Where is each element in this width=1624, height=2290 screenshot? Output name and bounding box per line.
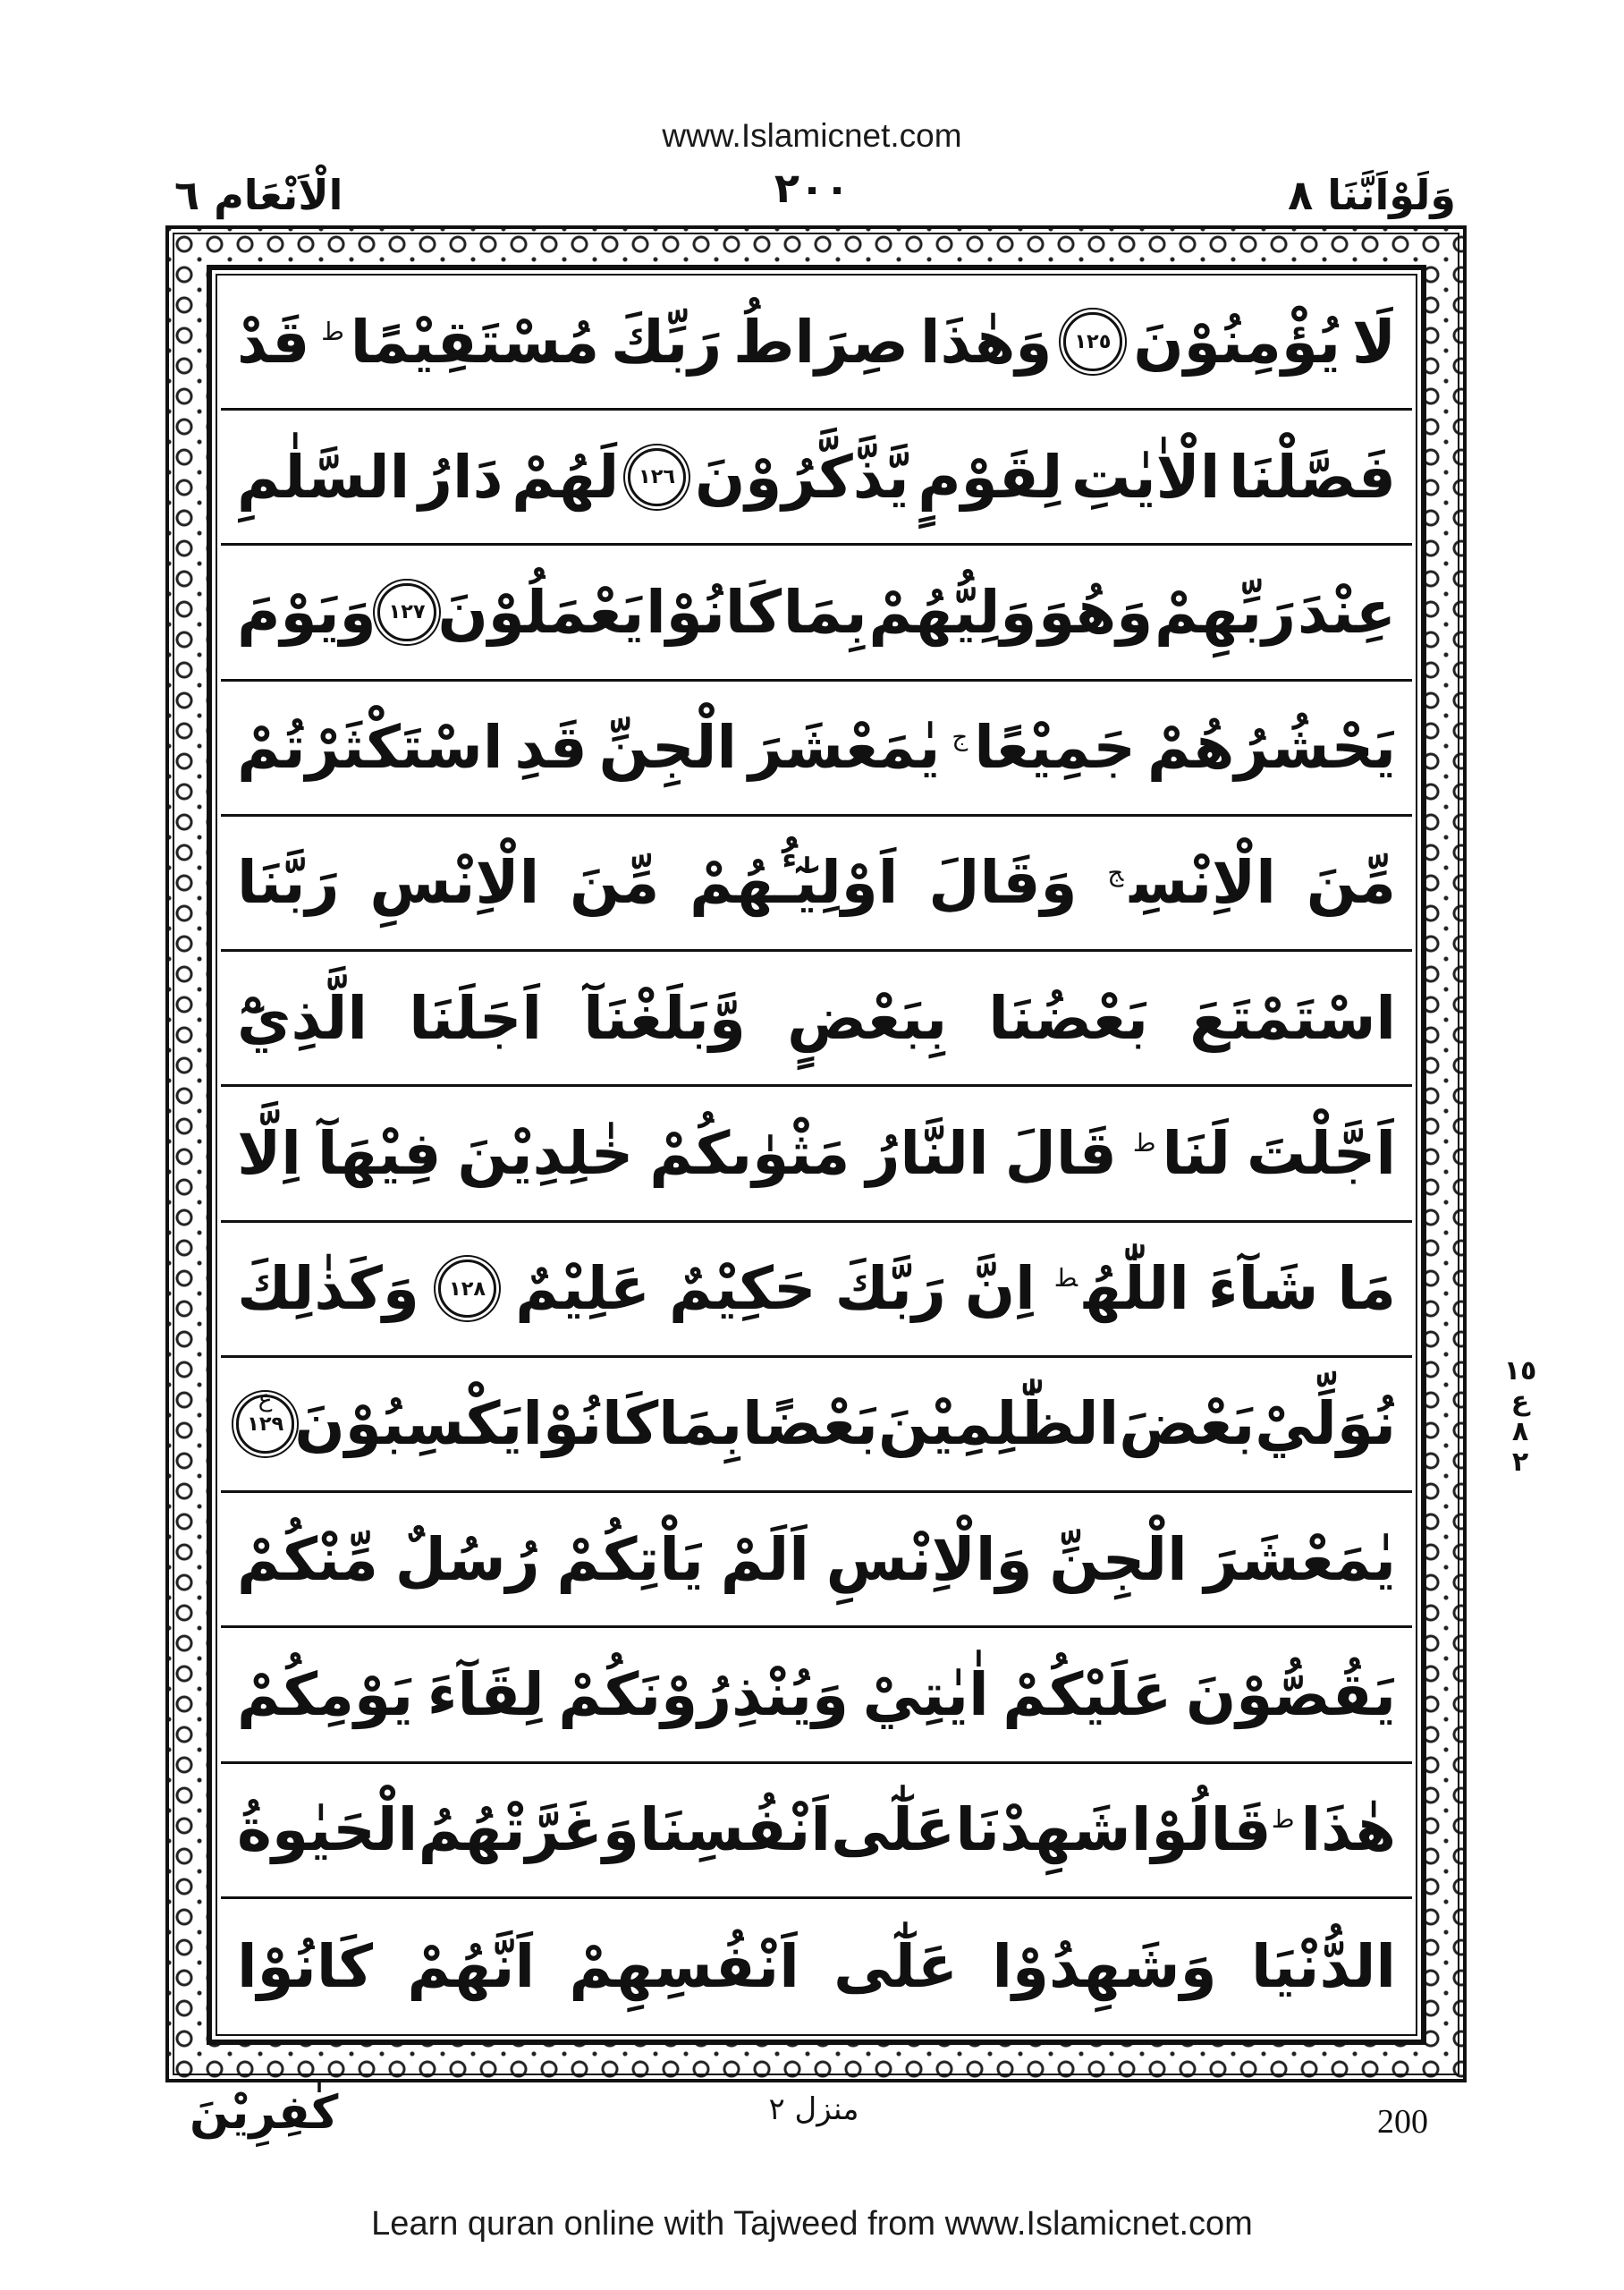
- pause-mark: ج: [952, 722, 968, 752]
- word: عَلِيْمٌ: [515, 1254, 650, 1324]
- word: مِّنْكُمْ: [237, 1524, 378, 1594]
- word: وَيُنْذِرُوْنَكُمْ: [558, 1659, 849, 1729]
- word: كَانُوْا: [237, 1931, 373, 2001]
- word: اَنَّهُمْ: [407, 1931, 536, 2001]
- word: اللّٰهُ$^ط$: [1053, 1254, 1189, 1324]
- word: بَعْضُنَا: [988, 983, 1149, 1053]
- word: وَلِيُّهُمْ: [868, 577, 1037, 647]
- ayah-number: ١٢٩: [247, 1412, 284, 1436]
- pause-mark: ج: [1107, 857, 1124, 887]
- word: لَهُمْ: [512, 442, 620, 512]
- page-number: 200: [1377, 2103, 1428, 2141]
- word: مِّنَ: [570, 848, 660, 918]
- pause-mark: ط: [1271, 1804, 1295, 1835]
- word: اِلَّا: [237, 1118, 301, 1188]
- word: عَلٰٓى: [831, 1795, 956, 1865]
- ruku-juz-count: ٢: [1511, 1446, 1529, 1478]
- text-line: [221, 546, 1412, 681]
- word: جَمِيْعًا$^ج$: [952, 713, 1136, 783]
- pause-mark: ط: [1132, 1127, 1156, 1158]
- text-line: [221, 1087, 1412, 1222]
- word: صِرَاطُ: [733, 307, 909, 377]
- word: بَعْضًا: [742, 1389, 878, 1459]
- word: مَثْوٰىكُمْ: [649, 1118, 850, 1188]
- text-line: [221, 817, 1412, 952]
- word: فِيْهَآ: [317, 1118, 442, 1188]
- word: شَآءَ: [1207, 1254, 1319, 1324]
- word: السَّلٰمِ: [237, 442, 410, 512]
- word: وَيَوْمَ: [237, 577, 376, 647]
- word: رَبَّكَ: [834, 1254, 946, 1324]
- juz-name: وَلَوْاَنَّنَا ٨: [1288, 171, 1456, 219]
- ayah-number-marker: [438, 1260, 496, 1318]
- word: الْاِنْسِ$^ج$: [1107, 848, 1276, 918]
- word: رَبِّهِمْ: [1155, 577, 1297, 647]
- word: لِقَوْمٍ: [918, 442, 1063, 512]
- ruku-margin-marker: [1495, 1356, 1545, 1478]
- word: قَدِ: [514, 713, 588, 783]
- word: مَا: [1337, 1254, 1396, 1324]
- word: يَحْشُرُهُمْ: [1146, 713, 1396, 783]
- text-line: [221, 1358, 1412, 1493]
- word: دَارُ: [418, 442, 503, 512]
- word: يَّذَّكَّرُوْنَ: [694, 442, 909, 512]
- word: بِمَا: [782, 577, 867, 647]
- word: لَا: [1351, 307, 1396, 377]
- word: يَعْمَلُوْنَ: [437, 577, 645, 647]
- word: رَبَّنَا: [237, 848, 340, 918]
- word: نُوَلِّيْ: [1255, 1389, 1396, 1459]
- text-line: [221, 1764, 1412, 1899]
- word: وَغَرَّتْهُمُ: [418, 1795, 639, 1865]
- word: اسْتَمْتَعَ: [1189, 983, 1396, 1053]
- word: رُسُلٌ: [394, 1524, 540, 1594]
- ayah-number-marker: [628, 448, 686, 506]
- word: هٰذَا$^ط$: [1271, 1795, 1396, 1865]
- word: فَصَّلْنَا: [1229, 442, 1396, 512]
- word: عِنْدَ: [1297, 577, 1396, 647]
- word: مِّنَ: [1306, 848, 1396, 918]
- text-line: [221, 276, 1412, 411]
- word: الظّٰلِمِيْنَ: [877, 1389, 1120, 1459]
- word: اَنْفُسِنَا: [639, 1795, 831, 1865]
- promo-footer: Learn quran online with Tajweed from www.Islamicnet.com: [371, 2205, 1253, 2243]
- word: الْحَيٰوةُ: [237, 1795, 419, 1865]
- ruku-verse-count: ٨: [1511, 1416, 1529, 1447]
- word: وَّبَلَغْنَآ: [583, 983, 746, 1053]
- word: اِنَّ: [964, 1254, 1036, 1324]
- word: الدُّنْيَا: [1250, 1931, 1396, 2001]
- word: يٰمَعْشَرَ: [1204, 1524, 1396, 1594]
- word: بَعْضَ: [1119, 1389, 1256, 1459]
- ayah-number: ١٢٨: [449, 1276, 486, 1301]
- word: كَانُوْا: [646, 577, 782, 647]
- site-url: www.Islamicnet.com: [662, 117, 962, 154]
- word: وَهٰذَا: [919, 307, 1053, 377]
- word: الْاِنْسِ: [369, 848, 540, 918]
- word: وَالْاِنْسِ: [825, 1524, 1033, 1594]
- word: اٰيٰتِيْ: [862, 1659, 989, 1729]
- surah-name: الْاَنْعَام ٦: [174, 171, 343, 219]
- ayah-number-marker: [377, 583, 436, 641]
- text-line: [221, 411, 1412, 546]
- pause-mark: ط: [321, 316, 344, 346]
- word: اَوْلِيٰٓـُٔهُمْ: [689, 848, 899, 918]
- ayah-number: ١٢٧: [388, 600, 426, 624]
- manzil-label: منزل ٢: [768, 2091, 859, 2127]
- text-line: [221, 682, 1412, 817]
- word: يَكْسِبُوْنَ: [294, 1389, 523, 1459]
- quran-text-body: [207, 265, 1426, 2045]
- word: يَوْمِكُمْ: [237, 1659, 414, 1729]
- word: يُؤْمِنُوْنَ: [1133, 307, 1341, 377]
- word: بِبَعْضٍ: [787, 983, 948, 1053]
- ayah-number-marker: [236, 1384, 294, 1453]
- word: عَلَيْكُمْ: [1002, 1659, 1172, 1729]
- word: اَجَلَنَا: [409, 983, 543, 1053]
- word: شَهِدْنَا: [955, 1795, 1131, 1865]
- ayah-number: ١٢٦: [639, 465, 676, 489]
- word: كَانُوْا: [522, 1389, 659, 1459]
- ayah-number-marker: [1063, 312, 1121, 370]
- word: قَدْ: [237, 307, 310, 377]
- pause-mark: ط: [1053, 1263, 1078, 1293]
- word: يٰمَعْشَرَ: [748, 713, 941, 783]
- word: يَقُصُّوْنَ: [1185, 1659, 1396, 1729]
- word: رَبِّكَ: [610, 307, 723, 377]
- text-line: [221, 952, 1412, 1087]
- word: لَنَا$^ط$: [1132, 1118, 1231, 1188]
- word: الَّذِيْٓ: [237, 983, 368, 1053]
- word: حَكِيْمٌ: [668, 1254, 816, 1324]
- text-line: [221, 1899, 1412, 2034]
- word: اَلَمْ: [720, 1524, 809, 1594]
- ayah-number: ١٢٥: [1074, 329, 1112, 353]
- word: وَقَالَ: [928, 848, 1078, 918]
- word: الْجِنِّ: [1049, 1524, 1188, 1594]
- text-line: [221, 1493, 1412, 1628]
- word: اَنْفُسِهِمْ: [569, 1931, 799, 2001]
- ruku-symbol: ع: [1510, 1386, 1530, 1417]
- word: الْجِنِّ: [598, 713, 738, 783]
- word: بِمَا: [658, 1389, 743, 1459]
- word: اَجَّلْتَ: [1247, 1118, 1396, 1188]
- word: النَّارُ: [866, 1118, 989, 1188]
- word: اسْتَكْثَرْتُمْ: [237, 713, 503, 783]
- text-line: [221, 1628, 1412, 1763]
- word: يَاْتِكُمْ: [556, 1524, 704, 1594]
- word: عَلٰٓى: [833, 1931, 958, 2001]
- word: وَكَذٰلِكَ: [237, 1254, 419, 1324]
- word: وَهُوَ: [1038, 577, 1154, 647]
- word: قَالُوْا: [1130, 1795, 1272, 1865]
- ruku-sign: ع: [258, 1384, 273, 1412]
- word: خٰلِدِيْنَ: [457, 1118, 634, 1188]
- word: مُسْتَقِيْمًا$^ط$: [321, 307, 600, 377]
- word: قَالَ: [1004, 1118, 1117, 1188]
- word: الْاٰيٰتِ: [1071, 442, 1221, 512]
- word: لِقَآءَ: [427, 1659, 545, 1729]
- ruku-surah-count: ١٥: [1503, 1355, 1537, 1387]
- catchword: كٰفِرِيْنَ: [190, 2086, 339, 2140]
- word: وَشَهِدُوْا: [992, 1931, 1217, 2001]
- page-number-arabic: ٢٠٠: [774, 164, 850, 212]
- text-line: [221, 1223, 1412, 1358]
